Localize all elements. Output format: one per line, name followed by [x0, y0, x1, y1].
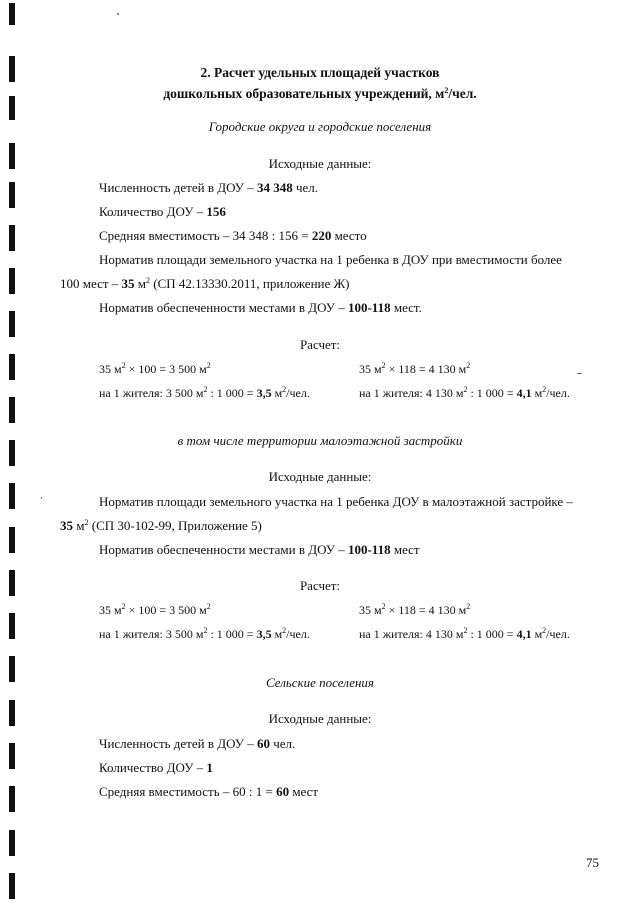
avg-capacity: Средняя вместимость – 34 348 : 156 = 220 место	[99, 228, 367, 243]
page-title-line2: дошкольных образовательных учреждений, $м^2$/чел.	[163, 86, 477, 101]
page-number: 75	[586, 855, 599, 870]
initial-data-label: Исходные данные:	[268, 711, 372, 726]
initial-data-label: Исходные данные:	[268, 156, 372, 171]
dou-count: Количество ДОУ – 1	[99, 760, 213, 775]
children-count: Численность детей в ДОУ – 60 чел.	[99, 736, 296, 751]
norm-area-line1: Норматив площади земельного участка на 1 ребенка в ДОУ при вместимости более	[99, 252, 562, 267]
children-count: Численность детей в ДОУ – 34 348 чел.	[99, 180, 319, 195]
calc-right: 35 $м^2 \times 118 = 4$ 130 $м^2$	[359, 361, 471, 376]
norm-places: Норматив обеспеченности местами в ДОУ – 100-118 мест	[99, 542, 420, 557]
per-capita-right: на 1 жителя: 4 130 $м^2$ : 1 000 = 4,1 $м^2$/чел.	[359, 626, 570, 641]
calc-label: Расчет:	[299, 578, 341, 593]
calc-left: 35 $м^2 \times 100 = 3$ 500 $м^2$	[99, 361, 211, 376]
calc-label: Расчет:	[299, 337, 341, 352]
calc-right: 35 $м^2 \times 118 = 4$ 130 $м^2$	[359, 602, 471, 617]
norm-area-line2: 35 $м^2$ (СП 30-102-99, Приложение 5)	[60, 518, 262, 533]
scan-speck	[577, 373, 582, 374]
calc-left: 35 $м^2 \times 100 = 3$ 500 $м^2$	[99, 602, 211, 617]
per-capita-left: на 1 жителя: 3 500 $м^2$ : 1 000 = 3,5 $м^2$/чел.	[99, 626, 310, 641]
section-heading-urban: Городские округа и городские поселения	[208, 119, 432, 134]
per-capita-left: на 1 жителя: 3 500 $м^2$ : 1 000 = 3,5 $м^2$/чел.	[99, 385, 310, 400]
scan-speck	[117, 13, 119, 15]
scan-speck	[41, 497, 42, 499]
norm-area-line1: Норматив площади земельного участка на 1 ребенка ДОУ в малоэтажной застройке –	[99, 494, 573, 509]
page-title-line1: 2. Расчет удельных площадей участков	[200, 65, 440, 80]
initial-data-label: Исходные данные:	[268, 469, 372, 484]
avg-capacity: Средняя вместимость – 60 : 1 = 60 мест	[99, 784, 319, 799]
norm-area-line2: 100 мест – 35 $м^2$ (СП 42.13330.2011, приложение Ж)	[60, 276, 350, 291]
norm-places: Норматив обеспеченности местами в ДОУ – 100-118 мест.	[99, 300, 422, 315]
section-heading-rural: Сельские поселения	[266, 675, 374, 690]
per-capita-right: на 1 жителя: 4 130 $м^2$ : 1 000 = 4,1 $м^2$/чел.	[359, 385, 570, 400]
dou-count: Количество ДОУ – 156	[99, 204, 226, 219]
section-heading-lowrise: в том числе территории малоэтажной застройки	[177, 433, 463, 448]
